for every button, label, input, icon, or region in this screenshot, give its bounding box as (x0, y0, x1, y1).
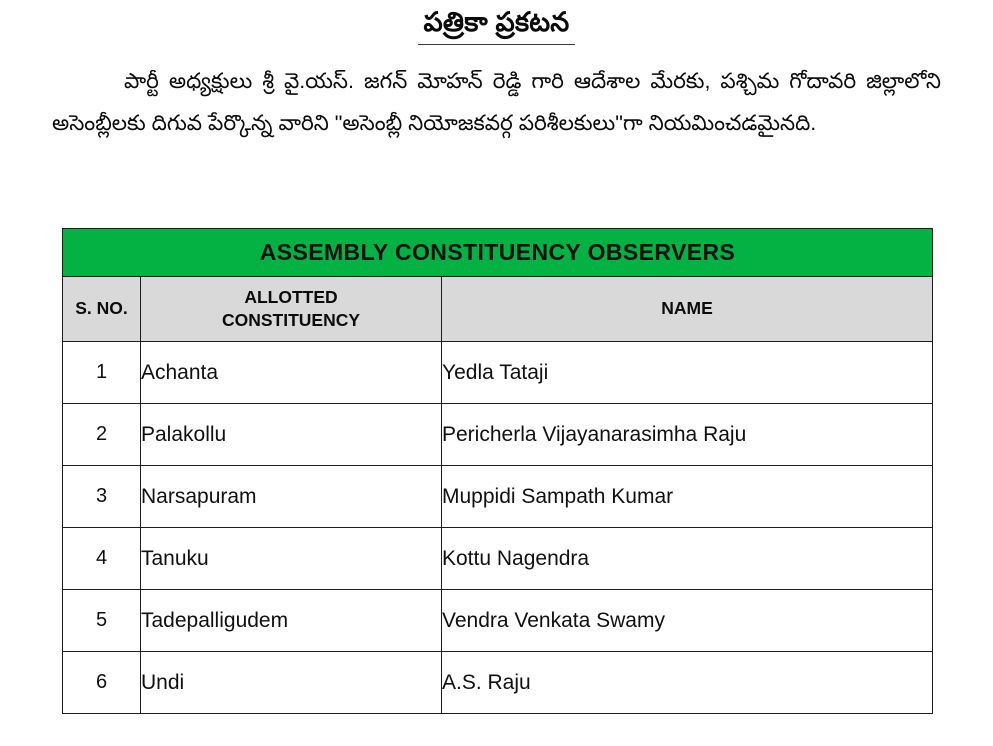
cell-name: Vendra Venkata Swamy (442, 590, 933, 652)
cell-sno: 5 (63, 590, 141, 652)
cell-sno: 2 (63, 404, 141, 466)
column-header-constituency-line2: CONSTITUENCY (221, 310, 361, 330)
table-row (63, 404, 933, 466)
table-row (63, 466, 933, 528)
cell-constituency: Tadepalligudem (141, 590, 442, 652)
page-title: పత్రికా ప్రకటన (418, 4, 576, 45)
table-header-row (63, 277, 933, 342)
cell-name: Pericherla Vijayanarasimha Raju (442, 404, 933, 466)
cell-sno: 3 (63, 466, 141, 528)
cell-constituency: Narsapuram (141, 466, 442, 528)
table-row (63, 652, 933, 714)
table-row (63, 342, 933, 404)
column-header-name: NAME (442, 277, 933, 342)
document-body (52, 61, 941, 145)
cell-constituency: Tanuku (141, 528, 442, 590)
column-header-sno: S. NO. (63, 277, 141, 342)
cell-sno: 1 (63, 342, 141, 404)
cell-constituency: Palakollu (141, 404, 442, 466)
column-header-constituency (141, 277, 442, 342)
document-header (0, 0, 993, 45)
cell-sno: 6 (63, 652, 141, 714)
column-header-constituency-line1: ALLOTTED (244, 286, 338, 307)
table-row (63, 528, 933, 590)
cell-name: Kottu Nagendra (442, 528, 933, 590)
cell-constituency: Undi (141, 652, 442, 714)
cell-name: Yedla Tataji (442, 342, 933, 404)
cell-constituency: Achanta (141, 342, 442, 404)
table-row (63, 590, 933, 652)
cell-sno: 4 (63, 528, 141, 590)
table-banner-title: ASSEMBLY CONSTITUENCY OBSERVERS (63, 229, 933, 277)
observers-table-container (62, 228, 933, 714)
announcement-paragraph: పార్టీ అధ్యక్షులు శ్రీ వై.యస్. జగన్ మోహన్ రెడ్డి గారి ఆదేశాల మేరకు, పశ్చిమ గోదావరి జిల్లాలోని అసెంబ్లీలకు దిగువ పేర్కొన్న వారిని "అసెంబ్లీ నియోజకవర్గ పరిశీలకులు"గా నియమించడమైనది. (52, 69, 941, 136)
assembly-constituency-observers-table (62, 228, 933, 714)
table-banner-row (63, 229, 933, 277)
cell-name: A.S. Raju (442, 652, 933, 714)
cell-name: Muppidi Sampath Kumar (442, 466, 933, 528)
